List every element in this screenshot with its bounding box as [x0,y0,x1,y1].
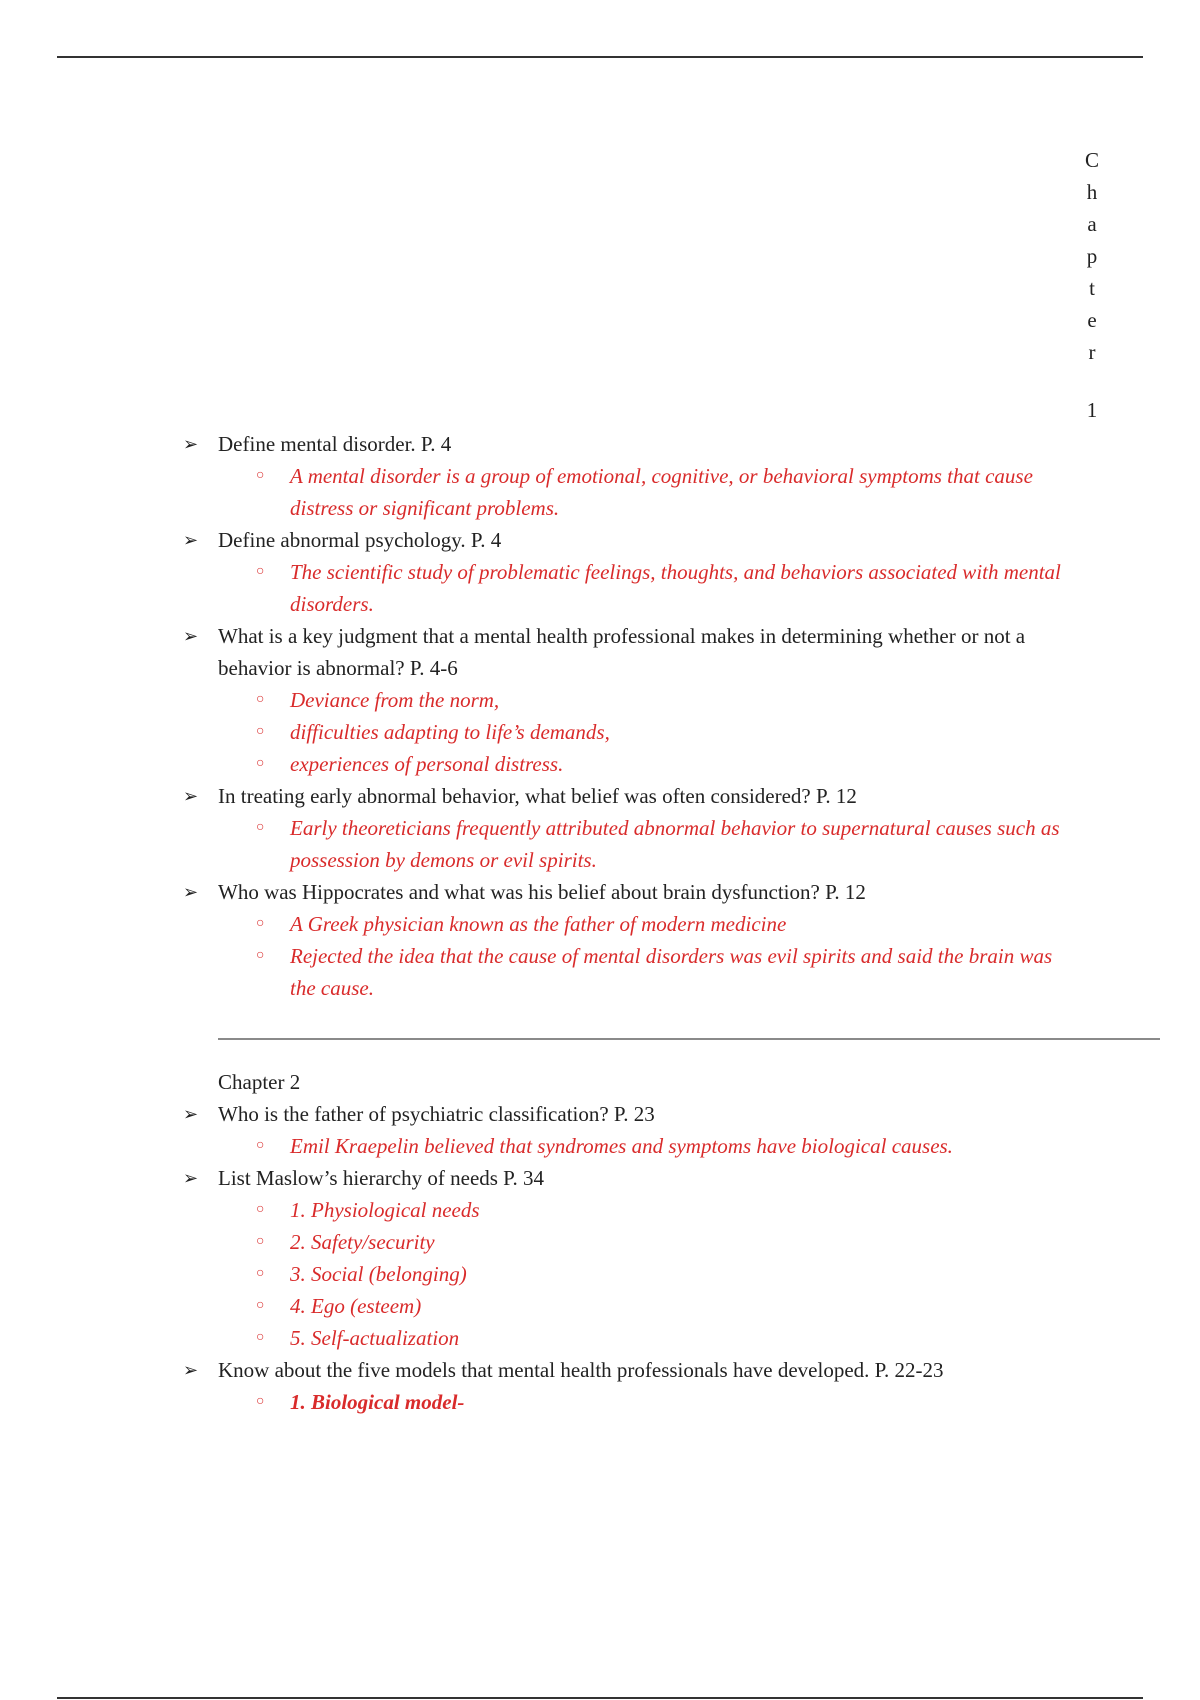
arrow-bullet-icon: ➢ [183,882,199,902]
title-letter: t [1089,276,1095,300]
answer-item [0,1194,1200,1226]
question-item [0,428,1200,460]
question-text: What is a key judgment that a mental health professional makes in determining whether or not a behavior is abnormal? P. 4-6 [218,624,1026,680]
question-item [0,780,1200,812]
question-item [0,524,1200,556]
answer-text: Deviance from the norm, [290,688,500,712]
bottom-rule [57,1697,1143,1699]
answer-item [0,940,1200,1004]
title-letter: a [1087,212,1097,236]
arrow-bullet-icon: ➢ [183,1360,199,1380]
answer-item [0,1322,1200,1354]
circle-bullet-icon: ○ [256,692,265,707]
answer-item [0,1130,1200,1162]
title-letter: e [1087,308,1097,332]
vertical-chapter-title [1080,144,1104,426]
circle-bullet-icon: ○ [256,564,265,579]
arrow-bullet-icon: ➢ [183,626,199,646]
title-chapter-number: 1 [1086,398,1098,422]
section-divider [218,1038,1160,1040]
answer-text: 3. Social (belonging) [290,1262,467,1286]
answer-item [0,684,1200,716]
question-text: List Maslow’s hierarchy of needs P. 34 [218,1166,545,1190]
arrow-bullet-icon: ➢ [183,1104,199,1124]
answer-item [0,1258,1200,1290]
answer-text: 2. Safety/security [290,1230,435,1254]
top-rule [57,56,1143,58]
document-body [0,428,1200,1418]
answer-text: difficulties adapting to life’s demands, [290,720,610,744]
question-text: In treating early abnormal behavior, what belief was often considered? P. 12 [218,784,857,808]
question-item [0,1354,1200,1386]
circle-bullet-icon: ○ [256,916,265,931]
question-item [0,1098,1200,1130]
question-text: Who was Hippocrates and what was his belief about brain dysfunction? P. 12 [218,880,866,904]
answer-text: A Greek physician known as the father of modern medicine [290,912,787,936]
circle-bullet-icon: ○ [256,756,265,771]
answer-text: 1. Biological model- [290,1390,465,1414]
arrow-bullet-icon: ➢ [183,434,199,454]
title-letter: r [1088,340,1096,364]
answer-text: experiences of personal distress. [290,752,564,776]
circle-bullet-icon: ○ [256,1138,265,1153]
answer-item [0,716,1200,748]
question-item [0,876,1200,908]
answer-item [0,460,1200,524]
circle-bullet-icon: ○ [256,1394,265,1409]
answer-item [0,908,1200,940]
answer-text: Early theoreticians frequently attributed abnormal behavior to supernatural causes such as possession by demons or evil spirits. [290,816,1060,872]
answer-item [0,812,1200,876]
circle-bullet-icon: ○ [256,820,265,835]
circle-bullet-icon: ○ [256,948,265,963]
question-text: Define mental disorder. P. 4 [218,432,452,456]
answer-text: Emil Kraepelin believed that syndromes and symptoms have biological causes. [290,1134,953,1158]
answer-text: 1. Physiological needs [290,1198,480,1222]
answer-text: 4. Ego (esteem) [290,1294,422,1318]
answer-item [0,1386,1200,1418]
title-letter: C [1084,148,1099,172]
circle-bullet-icon: ○ [256,1234,265,1249]
answer-text: 5. Self-actualization [290,1326,460,1350]
answer-item [0,1226,1200,1258]
question-text: Know about the five models that mental health professionals have developed. P. 22-23 [218,1358,944,1382]
arrow-bullet-icon: ➢ [183,530,199,550]
question-item [0,1162,1200,1194]
arrow-bullet-icon: ➢ [183,786,199,806]
chapter-heading: Chapter 2 [218,1070,301,1094]
circle-bullet-icon: ○ [256,1266,265,1281]
circle-bullet-icon: ○ [256,1330,265,1345]
arrow-bullet-icon: ➢ [183,1168,199,1188]
circle-bullet-icon: ○ [256,1298,265,1313]
answer-item [0,748,1200,780]
question-text: Who is the father of psychiatric classification? P. 23 [218,1102,655,1126]
answer-text: A mental disorder is a group of emotional, cognitive, or behavioral symptoms that cause distress or significant problems. [290,464,1033,520]
answer-text: The scientific study of problematic feelings, thoughts, and behaviors associated with mental disorders. [290,560,1061,616]
question-item [0,620,1200,684]
question-text: Define abnormal psychology. P. 4 [218,528,502,552]
circle-bullet-icon: ○ [256,1202,265,1217]
title-letter: p [1086,244,1098,268]
answer-text: Rejected the idea that the cause of mental disorders was evil spirits and said the brain was the cause. [290,944,1053,1000]
answer-item [0,1290,1200,1322]
answer-item [0,556,1200,620]
title-letter: h [1086,180,1098,204]
circle-bullet-icon: ○ [256,468,265,483]
circle-bullet-icon: ○ [256,724,265,739]
